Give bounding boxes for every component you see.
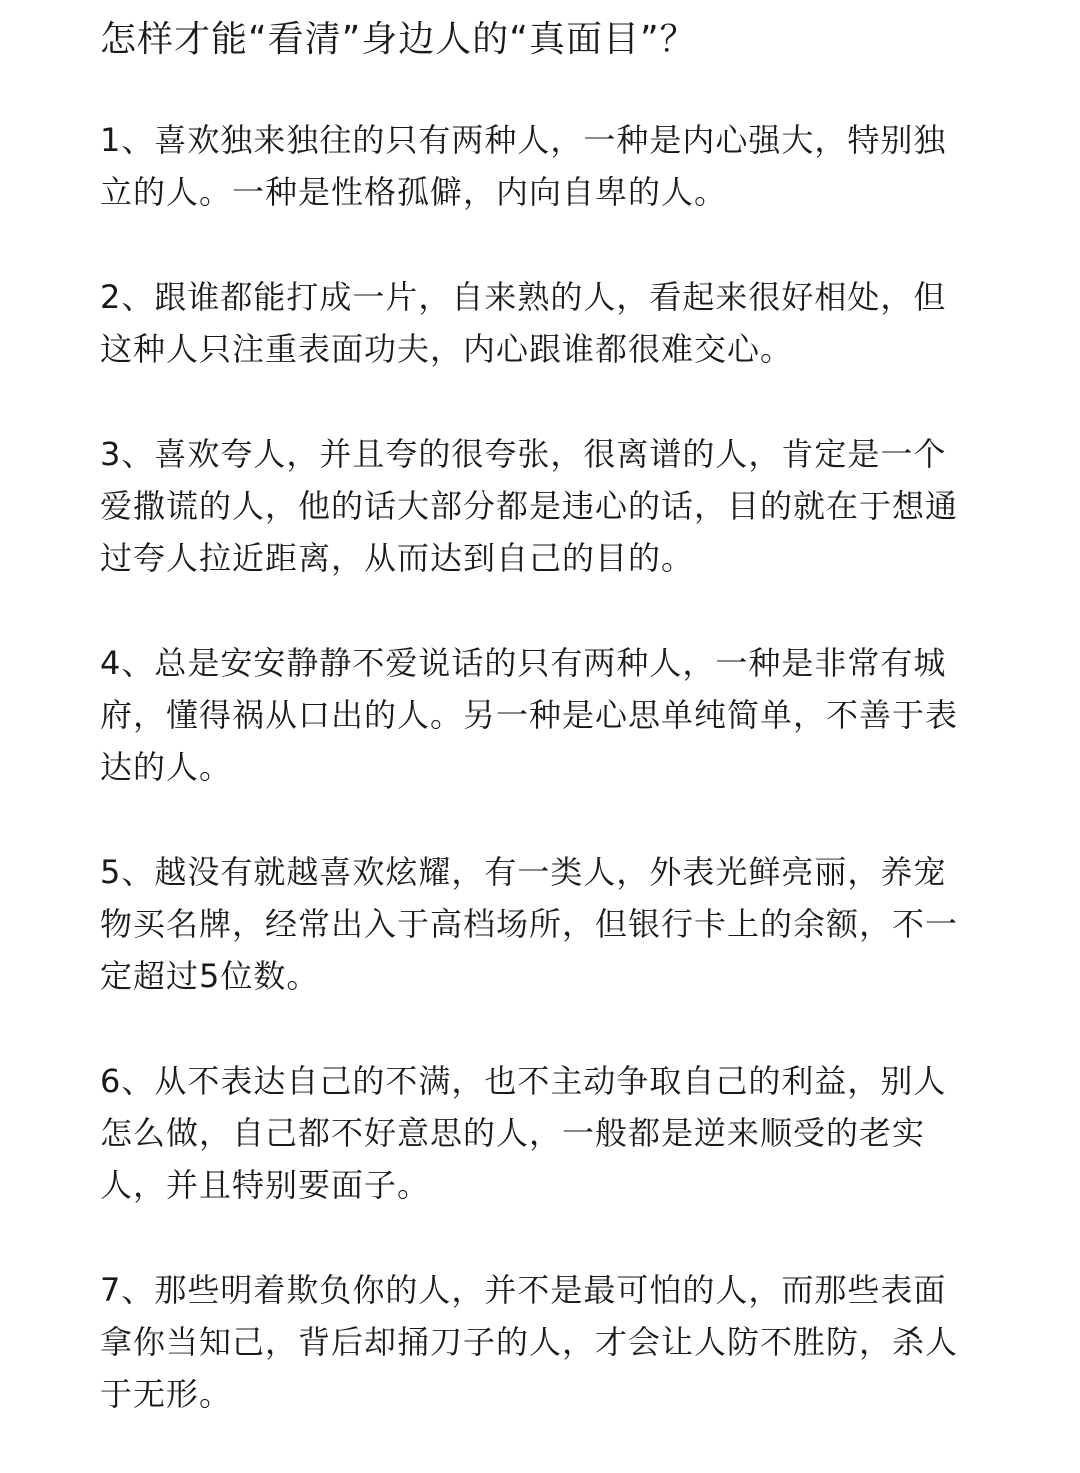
document-title: 怎样才能“看清”身边人的“真面目”？ (100, 19, 697, 60)
list-item: 5、越没有就越喜欢炫耀，有一类人，外表光鲜亮丽，养宠物买名牌，经常出入于高档场所，但银行卡上的余额，不一定超过5位数。 (100, 853, 959, 995)
list-item: 6、从不表达自己的不满，也不主动争取自己的利益，别人怎么做，自己都不好意思的人，一般都是逆来顺受的老实人，并且特别要面子。 (100, 1062, 947, 1204)
document-page (100, 14, 970, 1473)
item-list (100, 114, 970, 1420)
list-item: 2、跟谁都能打成一片，自来熟的人，看起来很好相处，但这种人只注重表面功夫，内心跟谁都很难交心。 (100, 278, 947, 368)
list-item: 1、喜欢独来独往的只有两种人，一种是内心强大，特别独立的人。一种是性格孤僻，内向自卑的人。 (100, 121, 947, 211)
list-item: 3、喜欢夸人，并且夸的很夸张，很离谱的人，肯定是一个爱撒谎的人，他的话大部分都是违心的话，目的就在于想通过夸人拉近距离，从而达到自己的目的。 (100, 435, 959, 577)
list-item: 4、总是安安静静不爱说话的只有两种人，一种是非常有城府，懂得祸从口出的人。另一种是心思单纯简单，不善于表达的人。 (100, 644, 959, 786)
list-item: 7、那些明着欺负你的人，并不是最可怕的人，而那些表面拿你当知己，背后却捅刀子的人，才会让人防不胜防，杀人于无形。 (100, 1271, 959, 1413)
